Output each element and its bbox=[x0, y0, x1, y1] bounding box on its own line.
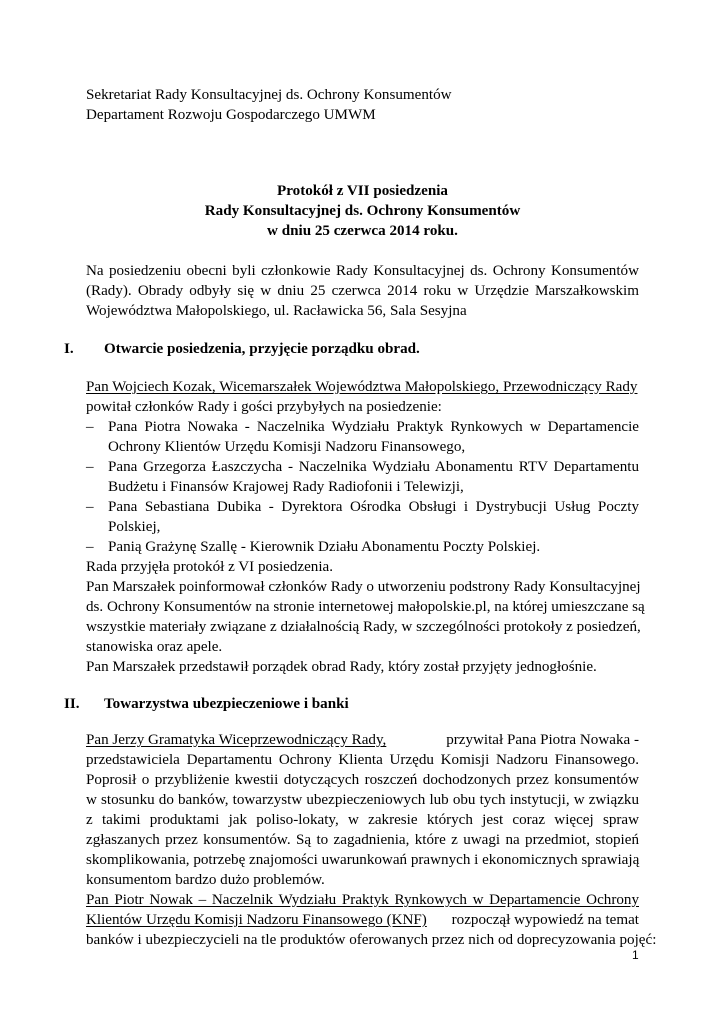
section-2-text: konsumentom bardzo dużo problemów. bbox=[86, 872, 325, 888]
intro-line: Na posiedzeniu obecni byli członkowie Rady Konsultacyjnej ds. Ochrony Konsumentów bbox=[86, 263, 639, 279]
section-1-speaker: Pan Wojciech Kozak, Wicemarszałek Województwa Małopolskiego, Przewodniczący Rady bbox=[86, 379, 638, 395]
section-2-speaker-2-line bbox=[86, 910, 639, 930]
section-1-welcome: powitał członków Rady i gości przybyłych na posiedzenie: bbox=[86, 399, 442, 415]
section-2-text: przywitał Pana Piotra Nowaka - bbox=[446, 732, 639, 748]
guest-line: Polskiej, bbox=[108, 519, 161, 535]
section-2-text: w stosunku do banków, towarzystw ubezpieczeniowych lub obu tych instytucji, w związku bbox=[86, 792, 639, 808]
page-number: 1 bbox=[632, 948, 639, 962]
section-2-speaker-2-cont: Klientów Urzędu Komisji Nadzoru Finansowego (KNF) bbox=[86, 912, 427, 928]
guest-line: Pana Grzegorza Łaszczycha - Naczelnika Wydziału Abonamentu RTV Departamentu bbox=[108, 459, 639, 475]
guest-line: Panią Grażynę Szallę - Kierownik Działu Abonamentu Poczty Polskiej. bbox=[108, 539, 541, 555]
section-1-text: stanowiska oraz apele. bbox=[86, 639, 223, 655]
title-line-3: w dniu 25 czerwca 2014 roku. bbox=[267, 223, 458, 239]
section-1-text: Pan Marszałek przedstawił porządek obrad Rady, który został przyjęty jednogłośnie. bbox=[86, 659, 597, 675]
section-2-text: skomplikowania, potrzebę znajomości uwarunkowań prawnych i ekonomicznych sprawiają bbox=[86, 852, 640, 868]
section-2-first-line bbox=[86, 730, 639, 750]
section-2-text: Poprosił o przybliżenie kwestii dotyczących roszczeń dochodzonych przez konsumentów bbox=[86, 772, 639, 788]
section-2-speaker-2: Pan Piotr Nowak – Naczelnik Wydziału Praktyk Rynkowych w Departamencie Ochrony bbox=[86, 892, 639, 908]
section-2-number: II. bbox=[64, 696, 80, 712]
section-1-text: ds. Ochrony Konsumentów na stronie internetowej małopolskie.pl, na której umieszczane są bbox=[86, 599, 645, 615]
section-1-text: wszystkie materiały związane z działalnością Rady, w szczególności protokoły z posiedzeń, bbox=[86, 619, 641, 635]
section-1-text: Pan Marszałek poinformował członków Rady o utworzeniu podstrony Rady Konsultacyjnej bbox=[86, 579, 641, 595]
header-secretariat: Sekretariat Rady Konsultacyjnej ds. Ochrony Konsumentów bbox=[86, 87, 452, 103]
section-2-text: zgłaszanych przez konsumentów. Są to zagadnienia, które z uwagi na przedmiot, stopień bbox=[86, 832, 639, 848]
guest-line: Pana Piotra Nowaka - Naczelnika Wydziału Praktyk Rynkowych w Departamencie bbox=[108, 419, 639, 435]
section-2-text: banków i ubezpieczycieli na tle produktów oferowanych przez nich od doprecyzowania pojęć: bbox=[86, 932, 657, 948]
bullet-dash: – bbox=[86, 539, 94, 555]
section-2-text: rozpoczął wypowiedź na temat bbox=[451, 912, 639, 928]
intro-line: Województwa Małopolskiego, ul. Racławicka 56, Sala Sesyjna bbox=[86, 303, 467, 319]
section-2-text: z takimi produktami jak poliso-lokaty, w zakresie których jest coraz więcej spraw bbox=[86, 812, 639, 828]
guest-line: Pana Sebastiana Dubika - Dyrektora Ośrodka Obsługi i Dystrybucji Usług Poczty bbox=[108, 499, 639, 515]
bullet-dash: – bbox=[86, 419, 94, 435]
section-1-heading: Otwarcie posiedzenia, przyjęcie porządku obrad. bbox=[104, 341, 420, 357]
title-line-1: Protokół z VII posiedzenia bbox=[277, 183, 448, 199]
bullet-dash: – bbox=[86, 459, 94, 475]
section-1-text: Rada przyjęła protokół z VI posiedzenia. bbox=[86, 559, 334, 575]
bullet-dash: – bbox=[86, 499, 94, 515]
section-1-number: I. bbox=[64, 341, 74, 357]
header-department: Departament Rozwoju Gospodarczego UMWM bbox=[86, 107, 376, 123]
title-line-2: Rady Konsultacyjnej ds. Ochrony Konsumentów bbox=[204, 203, 521, 219]
guest-line: Budżetu i Finansów Krajowej Rady Radiofonii i Telewizji, bbox=[108, 479, 464, 495]
intro-line: (Rady). Obrady odbyły się w dniu 25 czerwca 2014 roku w Urzędzie Marszałkowskim bbox=[86, 283, 639, 299]
section-2-heading: Towarzystwa ubezpieczeniowe i banki bbox=[104, 696, 349, 712]
section-2-text: przedstawiciela Departamentu Ochrony Klienta Urzędu Komisji Nadzoru Finansowego. bbox=[86, 752, 639, 768]
guest-line: Ochrony Klientów Urzędu Komisji Nadzoru Finansowego, bbox=[108, 439, 466, 455]
section-2-speaker: Pan Jerzy Gramatyka Wiceprzewodniczący Rady, bbox=[86, 732, 387, 748]
